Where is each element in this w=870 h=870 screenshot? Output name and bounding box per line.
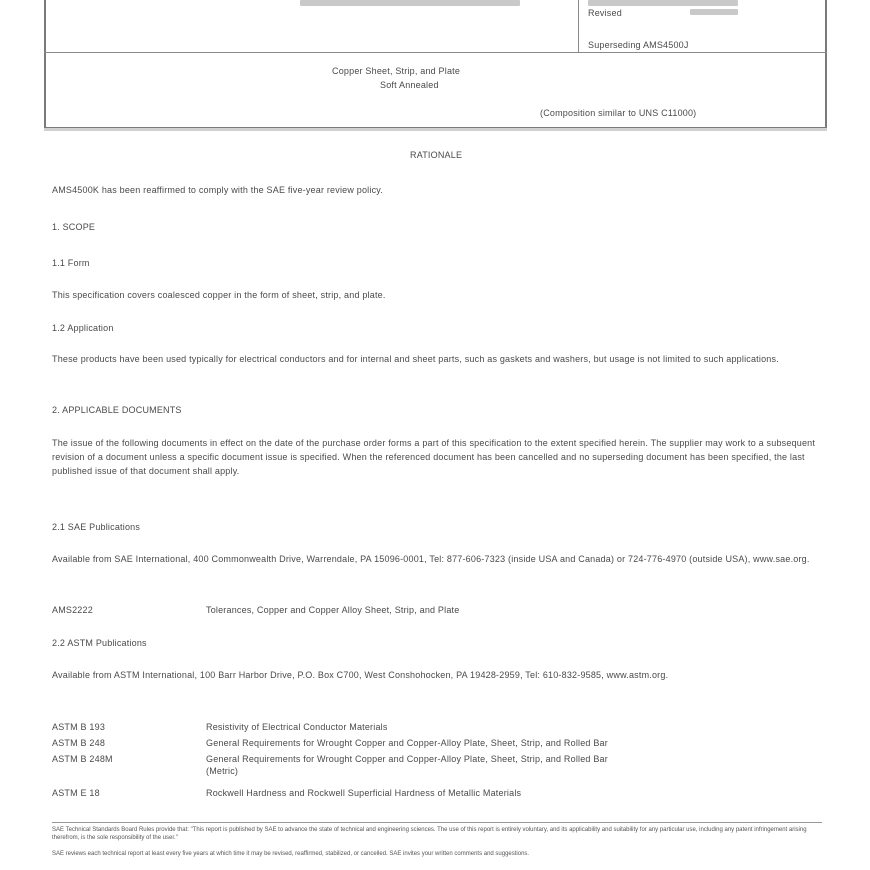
document-title-line1: Copper Sheet, Strip, and Plate [332,66,461,76]
document-header-box [44,0,827,129]
header-vertical-divider [578,0,579,53]
header-shadow-bar [44,128,827,131]
paragraph-astm-publications: Available from ASTM International, 100 Barr Harbor Drive, P.O. Box C700, West Conshohocken, PA 19428-2959, Tel: 610-832-9585, www.astm.org. [52,670,669,680]
paragraph-sae-publications: Available from SAE International, 400 Commonwealth Drive, Warrendale, PA 15096-0001, Tel: 877-606-7323 (inside USA and Canada) or 724-776-4970 (outside USA), www.sae.org. [52,554,810,564]
reference-title: Resistivity of Electrical Conductor Materials [206,722,388,732]
footer-review-note: SAE reviews each technical report at least every five years at which time it may be revised, reaffirmed, stabilized, or cancelled. SAE invites your written comments and suggestions. [52,851,530,857]
reference-code: ASTM B 248M [52,754,113,764]
rationale-text: AMS4500K has been reaffirmed to comply with the SAE five-year review policy. [52,185,384,195]
header-issued-line [588,0,738,6]
reference-title: Tolerances, Copper and Copper Alloy Sheet, Strip, and Plate [206,605,460,615]
reference-title: Rockwell Hardness and Rockwell Superficial Hardness of Metallic Materials [206,788,522,798]
footer-disclaimer: SAE Technical Standards Board Rules provide that: "This report is published by SAE to advance the state of technical and engineering sciences. The use of this report is entirely voluntary, and its applicability and suitability for any particular use, including any patent infringement arising therefrom, is the sole responsibility of the user." [52,827,807,841]
header-revised-label: Revised [588,8,622,18]
section-form: 1.1 Form [52,258,90,268]
paragraph-applicable-documents: The issue of the following documents in effect on the date of the purchase order forms a part of this specification to the extent specified herein. The supplier may work to a subsequent revision of a document unless a specific document issue is specified. When the referenced document has been cancelled and no superseding document has been specified, the last published issue of that document shall apply. [52,438,816,476]
reference-code: ASTM E 18 [52,788,100,798]
header-revised-value [690,9,738,15]
header-superseding: Superseding AMS4500J [588,40,689,50]
paragraph-form: This specification covers coalesced copper in the form of sheet, strip, and plate. [52,290,386,300]
footer-rule [52,822,822,823]
section-applicable-documents: 2. APPLICABLE DOCUMENTS [52,405,182,415]
reference-code: ASTM B 193 [52,722,106,732]
section-scope: 1. SCOPE [52,222,96,232]
header-divider [44,52,827,53]
reference-code: AMS2222 [52,605,93,615]
reference-title: General Requirements for Wrought Copper and Copper-Alloy Plate, Sheet, Strip, and Rolled Bar [206,754,608,764]
reference-code: ASTM B 248 [52,738,106,748]
rationale-heading: RATIONALE [410,150,463,160]
section-astm-publications: 2.2 ASTM Publications [52,638,147,648]
section-application: 1.2 Application [52,323,114,333]
document-title-line2: Soft Annealed [380,80,439,90]
paragraph-application: These products have been used typically for electrical conductors and for internal and sheet parts, such as gaskets and washers, but usage is not limited to such applications. [52,354,779,364]
document-composition-note: (Composition similar to UNS C11000) [540,108,697,118]
section-sae-publications: 2.1 SAE Publications [52,522,141,532]
reference-title: General Requirements for Wrought Copper and Copper-Alloy Plate, Sheet, Strip, and Rolled Bar [206,738,608,748]
reference-title-continued: (Metric) [206,766,239,776]
header-top-text-fragment [300,0,520,6]
